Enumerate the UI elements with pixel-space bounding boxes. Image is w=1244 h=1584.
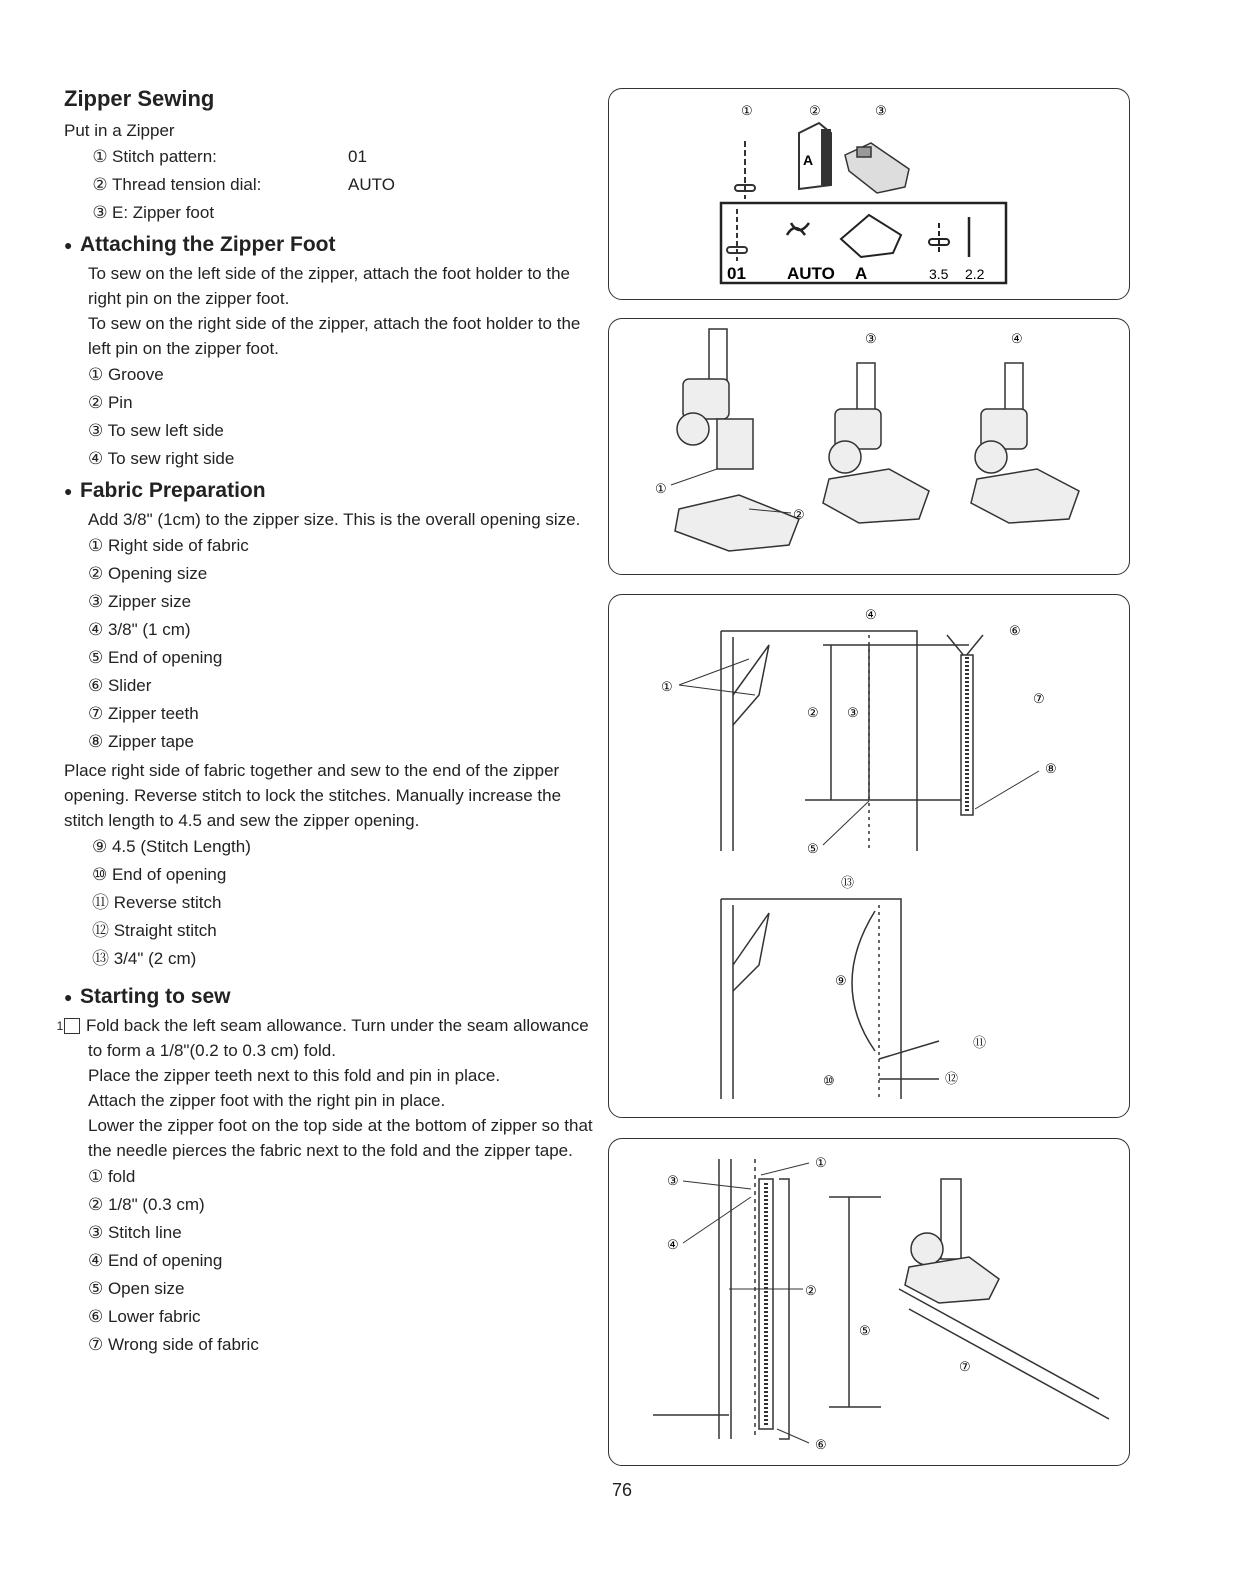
legend-item: ① Groove	[88, 365, 164, 384]
legend-item: ② Opening size	[88, 564, 208, 583]
zipper-foot-icon	[845, 143, 909, 193]
legend-item: ⑩ End of opening	[92, 865, 227, 884]
callout: ③	[667, 1173, 679, 1188]
legend-item: ④ To sew right side	[88, 449, 235, 468]
start-heading: ● Starting to sew	[64, 985, 231, 1008]
callout: ⑩	[823, 1073, 835, 1088]
legend-item: ⑦ Wrong side of fabric	[88, 1335, 259, 1354]
svg-text:2.2: 2.2	[965, 266, 985, 282]
legend-item: ③ Stitch line	[88, 1223, 182, 1242]
callout: ②	[793, 507, 805, 522]
page-title: Zipper Sewing	[64, 86, 215, 111]
callout: ⑨	[835, 973, 847, 988]
callout: ⑧	[1045, 761, 1057, 776]
start-step-text: 1 Fold back the left seam allowance. Turn under the seam allowance to form a 1/8"(0.2 to 0.3 cm) fold.	[56, 1016, 589, 1060]
zipper-foot-figure	[608, 318, 1130, 575]
callout: ②	[805, 1283, 817, 1298]
callout: ④	[1011, 331, 1023, 346]
start-text-3: Attach the zipper foot with the right pin in place.	[88, 1091, 446, 1110]
svg-text:A: A	[855, 264, 868, 283]
stitch-pattern-icon	[735, 141, 755, 199]
callout: ⑪	[973, 1035, 987, 1050]
presser-foot-left	[675, 329, 799, 551]
zipper-fold	[653, 1159, 881, 1439]
callout: ⑥	[815, 1437, 827, 1452]
legend-item: ⑤ Open size	[88, 1279, 185, 1298]
start-section	[56, 985, 604, 1359]
fabric-heading: ● Fabric Preparation	[64, 479, 266, 502]
callout: ③	[865, 331, 877, 346]
callout: ⑤	[807, 841, 819, 856]
settings-list	[64, 143, 604, 227]
callout: ⑫	[945, 1071, 959, 1086]
attach-legend	[60, 361, 604, 473]
callout: ①	[741, 103, 753, 118]
sewing-machine-foot	[899, 1179, 1109, 1419]
fabric-bottom	[721, 899, 939, 1099]
fabric-preparation-figure	[608, 594, 1130, 1118]
callout: ③	[847, 705, 859, 720]
bullet-icon: ●	[64, 989, 73, 1006]
presser-foot-right	[971, 363, 1079, 523]
attach-heading: ● Attaching the Zipper Foot	[64, 233, 336, 256]
legend-item: ⑧ Zipper tape	[88, 732, 194, 751]
instructions-column	[56, 86, 604, 1359]
zipper-slider	[947, 635, 983, 815]
place-legend	[64, 833, 604, 973]
legend-item: ⑫ Straight stitch	[92, 921, 217, 940]
legend-item: ⑤ End of opening	[88, 648, 223, 667]
setting-row: ② Thread tension dial: AUTO	[92, 175, 395, 194]
bullet-icon: ●	[64, 237, 73, 254]
setting-row: ① Stitch pattern: 01	[92, 147, 367, 166]
callout: ②	[807, 705, 819, 720]
legend-item: ⑬ 3/4" (2 cm)	[92, 949, 197, 968]
lcd-screen	[721, 203, 1006, 283]
callout: ⑬	[841, 875, 855, 890]
page-number: 76	[611, 1480, 633, 1500]
legend-item: ④ End of opening	[88, 1251, 223, 1270]
callout: ⑦	[959, 1359, 971, 1374]
callout: ④	[865, 607, 877, 622]
attach-section	[64, 233, 604, 756]
svg-text:AUTO: AUTO	[787, 264, 835, 283]
callout: ③	[875, 103, 887, 118]
callout: ②	[809, 103, 821, 118]
callout: ④	[667, 1237, 679, 1252]
legend-item: ① fold	[88, 1167, 136, 1186]
svg-text:3.5: 3.5	[929, 266, 949, 282]
bullet-icon: ●	[64, 483, 73, 500]
legend-item: ⑨ 4.5 (Stitch Length)	[92, 837, 251, 856]
legend-item: ③ To sew left side	[88, 421, 224, 440]
legend-item: ③ Zipper size	[88, 592, 192, 611]
start-text-4: Lower the zipper foot on the top side at the bottom of zipper so that the needle pierces the fabric next to the fold and the zipper tape.	[88, 1116, 593, 1160]
intro-text: Put in a Zipper	[64, 121, 175, 140]
presser-foot-middle	[823, 363, 929, 523]
fabric-legend	[60, 532, 604, 756]
starting-to-sew-figure	[608, 1138, 1130, 1466]
svg-text:01: 01	[727, 264, 746, 283]
callout: ⑥	[1009, 623, 1021, 638]
lcd-figure	[608, 88, 1130, 300]
legend-item: ① Right side of fabric	[88, 536, 249, 555]
tension-dial-icon	[799, 123, 831, 189]
start-legend	[60, 1163, 604, 1359]
setting-row: ③ E: Zipper foot	[92, 203, 215, 222]
attach-text-2: To sew on the right side of the zipper, attach the foot holder to the left pin on the zipper foot.	[88, 314, 581, 358]
svg-text:A: A	[803, 152, 814, 168]
place-text: Place right side of fabric together and sew to the end of the zipper opening. Reverse stitch to lock the stitches. Manually increase the stitch length to 4.5 and sew the zipper opening.	[64, 761, 562, 830]
legend-item: ⑥ Lower fabric	[88, 1307, 201, 1326]
callout: ①	[655, 481, 667, 496]
legend-item: ② 1/8" (0.3 cm)	[88, 1195, 205, 1214]
legend-item: ④ 3/8" (1 cm)	[88, 620, 191, 639]
legend-item: ⑥ Slider	[88, 676, 152, 695]
callout: ①	[661, 679, 673, 694]
callout: ⑤	[859, 1323, 871, 1338]
start-text-2: Place the zipper teeth next to this fold and pin in place.	[88, 1066, 501, 1085]
fabric-text: Add 3/8" (1cm) to the zipper size. This is the overall opening size.	[88, 510, 581, 529]
step-number: 1	[64, 1018, 80, 1034]
legend-item: ⑪ Reverse stitch	[92, 893, 222, 912]
legend-item: ⑦ Zipper teeth	[88, 704, 199, 723]
legend-item: ② Pin	[88, 393, 133, 412]
fabric-top	[721, 631, 969, 851]
attach-text-1: To sew on the left side of the zipper, attach the foot holder to the right pin on the zipper foot.	[88, 264, 570, 308]
callout: ⑦	[1033, 691, 1045, 706]
callout: ①	[815, 1155, 827, 1170]
